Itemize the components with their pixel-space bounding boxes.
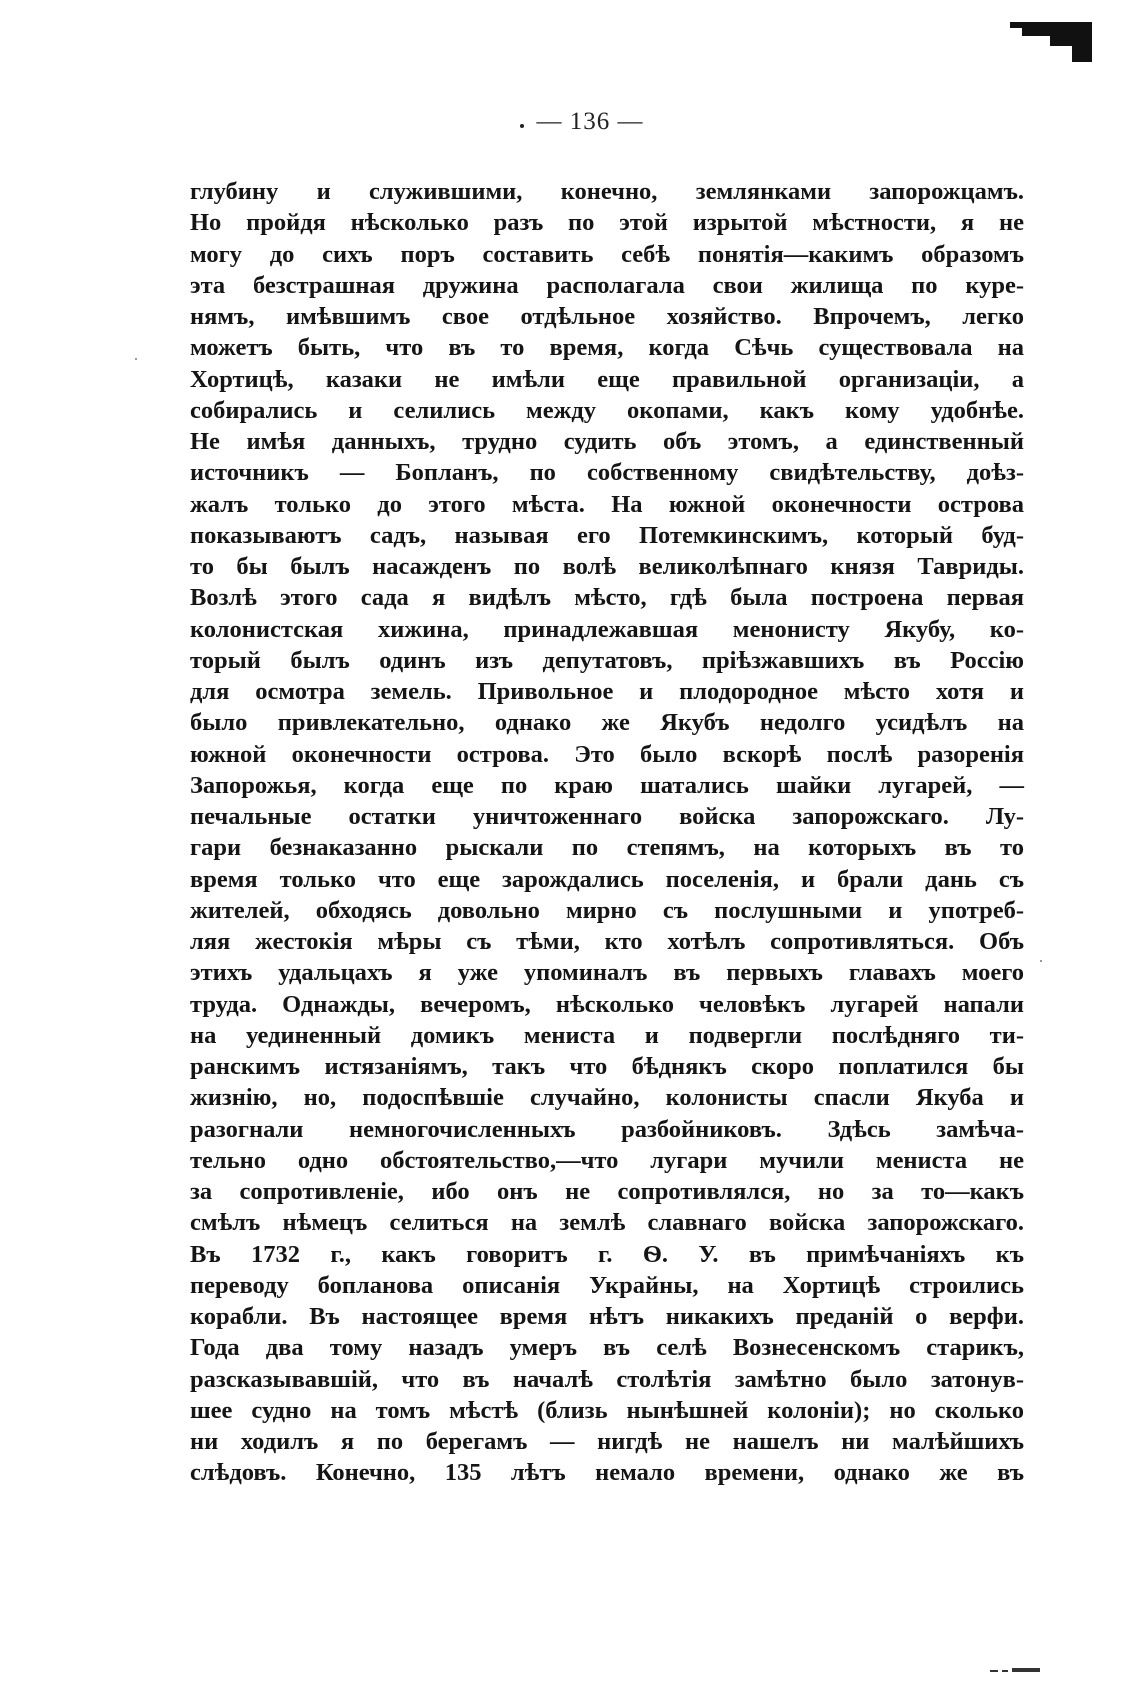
text-line: время только что еще зарождались поселенія, и брали дань съ [190, 865, 1024, 893]
text-line: то бы былъ насажденъ по волѣ великолѣпнаго князя Тавриды. [190, 553, 1024, 580]
text-line: источникъ — Бопланъ, по собственному свидѣтельству, доѣз- [190, 459, 1024, 487]
text-line: корабли. Въ настоящее время нѣтъ никакихъ преданій о верфи. [190, 1303, 1024, 1330]
text-line: для осмотра земель. Привольное и плодородное мѣсто хотя и [190, 678, 1024, 705]
body-text [190, 176, 1024, 1489]
text-line: Года два тому назадъ умеръ въ селѣ Вознесенскомъ старикъ, [190, 1334, 1024, 1362]
corner-scan-mark [1010, 22, 1100, 62]
text-line: можетъ быть, что въ то время, когда Сѣчь существовала на [190, 334, 1024, 362]
text-line: Не имѣя данныхъ, трудно судить объ этомъ, а единственный [190, 428, 1024, 455]
text-line: печальные остатки уничтоженнаго войска запорожскаго. Лу- [190, 803, 1024, 830]
text-line: торый былъ одинъ изъ депутатовъ, пріѣзжавшихъ въ Россію [190, 646, 1024, 674]
text-line: Возлѣ этого сада я видѣлъ мѣсто, гдѣ была построена первая [190, 584, 1024, 612]
text-line: за сопротивленіе, ибо онъ не сопротивлялся, но за то—какъ [190, 1178, 1024, 1205]
text-line: Въ 1732 г., какъ говоритъ г. Ѳ. У. въ примѣчаніяхъ къ [190, 1240, 1024, 1268]
text-line: шее судно на томъ мѣстѣ (близь нынѣшней колоніи); но сколько [190, 1396, 1024, 1424]
text-line: гари безнаказанно рыскали по степямъ, на которыхъ въ то [190, 834, 1024, 862]
scan-speck [135, 358, 137, 360]
text-line: жалъ только до этого мѣста. На южной оконечности острова [190, 490, 1024, 518]
text-line: было привлекательно, однако же Якубъ недолго усидѣлъ на [190, 709, 1024, 737]
text-line: Но пройдя нѣсколько разъ по этой изрытой мѣстности, я не [190, 209, 1024, 237]
text-line: колонистская хижина, принадлежавшая менонисту Якубу, ко- [190, 615, 1024, 643]
text-line: жизнію, но, подоспѣвшіе случайно, колонисты спасли Якуба и [190, 1084, 1024, 1112]
text-line: собирались и селились между окопами, какъ кому удобнѣе. [190, 396, 1024, 424]
text-line: слѣдовъ. Конечно, 135 лѣтъ немало времени, однако же въ [190, 1459, 1024, 1487]
text-line: жителей, обходясь довольно мирно съ послушными и употреб- [190, 896, 1024, 924]
text-line: на уединенный домикъ мениста и подвергли послѣдняго ти- [190, 1021, 1024, 1049]
page-number: — 136 — [536, 108, 644, 135]
text-line: глубину и служившими, конечно, землянками запорожцамъ. [190, 178, 1024, 205]
text-line: нямъ, имѣвшимъ свое отдѣльное хозяйство. Впрочемъ, легко [190, 303, 1024, 330]
text-line: этихъ удальцахъ я уже упоминалъ въ первыхъ главахъ моего [190, 959, 1024, 987]
text-line: показываютъ садъ, называя его Потемкинскимъ, который буд- [190, 521, 1024, 549]
text-line: тельно одно обстоятельство,—что лугари мучили мениста не [190, 1146, 1024, 1174]
text-line: Хортицѣ, казаки не имѣли еще правильной организаціи, а [190, 365, 1024, 393]
scan-speck [1040, 960, 1042, 962]
text-line: эта безстрашная дружина располагала свои жилища по куре- [190, 271, 1024, 299]
text-line: смѣлъ нѣмецъ селиться на землѣ славнаго войска запорожскаго. [190, 1209, 1024, 1237]
text-line: ляя жестокія мѣры съ тѣми, кто хотѣлъ сопротивляться. Объ [190, 928, 1024, 955]
text-line: разсказывавшій, что въ началѣ столѣтія замѣтно было затонув- [190, 1365, 1024, 1393]
text-line: ранскимъ истязаніямъ, такъ что бѣднякъ скоро поплатился бы [190, 1053, 1024, 1080]
text-line: могу до сихъ поръ составить себѣ понятія—какимъ образомъ [190, 240, 1024, 268]
bottom-scan-mark [990, 1668, 1050, 1674]
text-line: ни ходилъ я по берегамъ — нигдѣ не нашелъ ни малѣйшихъ [190, 1428, 1024, 1455]
text-line: южной оконечности острова. Это было вскорѣ послѣ разоренія [190, 740, 1024, 768]
text-line: переводу бопланова описанія Украйны, на Хортицѣ строились [190, 1271, 1024, 1299]
text-line: труда. Однажды, вечеромъ, нѣсколько человѣкъ лугарей напали [190, 990, 1024, 1018]
text-line: Запорожья, когда еще по краю шатались шайки лугарей, — [190, 771, 1024, 799]
text-line: разогнали немногочисленныхъ разбойниковъ. Здѣсь замѣча- [190, 1115, 1024, 1143]
